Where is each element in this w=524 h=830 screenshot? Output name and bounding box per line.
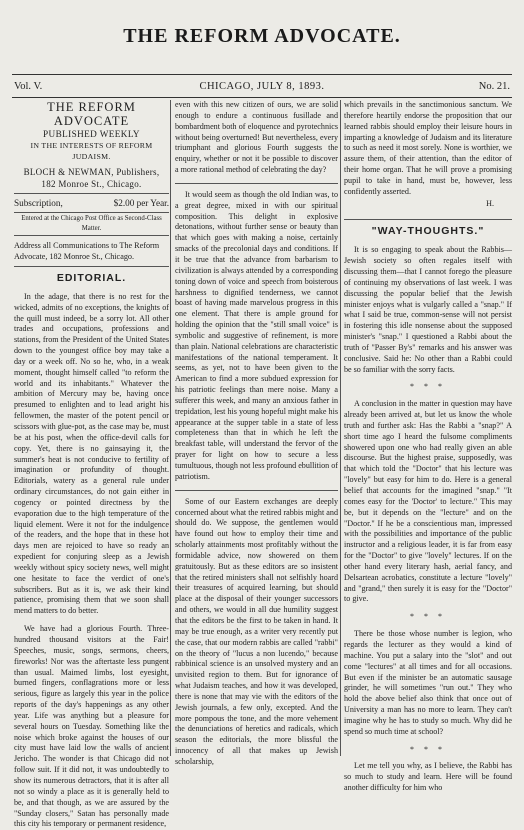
issue-date: CHICAGO, JULY 8, 1893.: [199, 81, 325, 92]
issue-number: No. 21.: [478, 81, 510, 92]
publisher-box: [14, 100, 169, 194]
editorial-paragraph: which prevails in the sanctimonious sanctum. We therefore heartily endorse the proposition that our learned rabbis should employ their leisure hours in imparting a knowledge of Judaism and its literature to such as need it most sorely. None is worthier, we assure them, of their attention, than the editor of their home organ. That he will prove a promising pupil to take in hand, must be, however, less confidently asserted.: [344, 100, 512, 196]
publisher-box-title: THE REFORM ADVOCATE: [47, 100, 136, 128]
section-stars: * * *: [410, 744, 446, 754]
volume: Vol. V.: [14, 81, 43, 92]
dateline: [14, 80, 510, 94]
publishers-name: BLOCH & NEWMAN, Publishers,: [23, 167, 160, 177]
column-divider: [170, 100, 171, 756]
subscription-price: $2.00 per Year.: [113, 198, 169, 208]
column-1: [14, 100, 169, 829]
entered-note: Entered at the Chicago Post Office as Second-Class Matter.: [14, 213, 169, 236]
column-2: [175, 100, 338, 766]
editorial-paragraph: We have had a glorious Fourth. Three-hundred thousand visitors at the Fair! Speeches, music, songs, sermons, cheers, fireworks! Nor was the aftertaste less pungent than usual. Maimed limbs, lost eyesight, burned fingers, conflagrations more or less serious, figure as largely this year in the police reports of the day's happenings as any other year. Life was anything but a pleasure for several hours on Tuesday. Something like the noise which broke against the houses of our city must have laid low the walls of ancient Jericho. The wonder is that Chicago did not follow suit. If it did not, it was undoubtedly to show its numerous detractors, that it is after all not so windy a place as it is generally held to be, and that though, as we are assured by the "Sunday closers," Satan has personally made this city his temporary or permanent residence,: [14, 624, 169, 829]
section-rule: [175, 183, 338, 184]
way-thoughts-paragraph: A conclusion in the matter in question may have already been arrived at, but let us know the whole truth and further ask: Has the Rabbi a "snap?" A short time ago I heard the fulsome compliments showered upon one who had really given an able discourse. But the highest praise, supposedly, was that which told the "Doctor" that his lecture was "lovely" but easy for him to do. Here is a general belief that accounts for the imagined "snap." "It comes easy for the 'Doctor' to lecture." This may be, but it depends on the "lecture" and on the "Doctor." If he be a conscientious man, impressed with the possibilities and importance of the public instructor and a religious leader, it is far from easy for the "Doctor" to give "lovely" lectures. If on the other hand every literary hash, aerial fancy, and Delsartean acrobatics, constitute a lecture "lovely" and "grand," then surely it is easy for the "Doctor" to give.: [344, 399, 512, 604]
section-rule: [175, 490, 338, 491]
masthead-rule-top: [12, 74, 512, 75]
way-thoughts-paragraph: Let me tell you why, as I believe, the Rabbi has so much to study and learn. Here will be found another difficulty for him who: [344, 761, 512, 793]
publication-interests: IN THE INTERESTS OF REFORM JUDAISM.: [30, 141, 153, 161]
column-divider: [340, 100, 341, 756]
section-stars: * * *: [410, 612, 446, 622]
editorial-paragraph: even with this new citizen of ours, we are solid enough to endure a continuous fusillade and bombardment both of eloquence and pyrotechnics without being overturned! But nevertheless, every triumphant and glorious Fourth suggests the enquiry, whether or not it be possible to discover a more rational method of celebrating the day?: [175, 100, 338, 175]
publishers-street: 182 Monroe St., Chicago.: [41, 179, 142, 189]
masthead-title: THE REFORM ADVOCATE.: [123, 25, 401, 47]
masthead-rule-bottom: [12, 97, 512, 98]
editorial-signature: H.: [486, 198, 494, 208]
section-rule: [344, 219, 512, 220]
editorial-heading: EDITORIAL.: [56, 272, 127, 284]
way-thoughts-paragraph: It is so engaging to speak about the Rabbis—Jewish society so often regales itself with discussing them—that I cannot forego the pleasure of continuing my observations of last week. I was discussing the popular belief that the Jewish minister enjoys what is vulgarly called a "snap." If what I said be true, common-sense will not persist in fostering this idle nonsense about the supposed minister's "snap." I questioned a Rabbi about the truth of "Passer By's" remarks and his answer was conclusive. Said he: No other than a Rabbi could be so familiar with the sorry facts.: [344, 245, 512, 374]
subscription-label: Subscription,: [14, 198, 63, 208]
section-stars: * * *: [410, 382, 446, 392]
subscription-line: [14, 194, 169, 213]
address-note: Address all Communications to The Reform Advocate, 182 Monroe St., Chicago.: [14, 236, 169, 267]
column-3: [344, 100, 512, 793]
way-thoughts-paragraph: There be those whose number is legion, who regards the lecturer as they would a kind of machine. You put a salary into the "slot" and out come "lectures" at all times and for all occasions. But even if the minister be an automatic sausage grinder, he will sometimes "run out." They who hold the above belief also think that once out of University a man has no more to learn. They can't imagine why he has to study so much. Why did he spend so much time at school?: [344, 629, 512, 736]
editorial-paragraph: Some of our Eastern exchanges are deeply concerned about what the retired rabbis might and should do. We suppose, the gentlemen would have found out how to employ their time and scholarly attainments most profitably without the formidable advice, now showered on them gratuitously. But as these editors are so insistent that the retired ministers shall not selfishly hoard their treasures of acquired learning, but should place at the disposal of their younger successors and others, we would in all due humility suggest that the editors be the first to be taken in hand. It may be true enough, as a writer very recently put the case, that our modern rabbis are called "rabbi" on the theory of "lucus a non lucendo," because rabbinical science is an unsolved mystery and an unvisited region to them. But for ignorance of what Judaism teaches, and how it was developed, there is none that may vie with the editors of the Jewish journals, a few only, excepted. And the more pompous the tone, and the more vehement the denunciations of heretics and radicals, which season the editorials, the more blissful the innocency of all that makes up Jewish scholarship,: [175, 496, 338, 766]
editorial-paragraph: In the adage, that there is no rest for the wicked, admits of no exceptions, the knights of the quill must indeed, be a sorry lot. All other trades and occupations, professions and stations, from the President of the United States down to the youngest office boy may take a day or a week off. No so he, who, in a weak moment, thought himself called "to reform the world and its inhabitants." Whatever the ambition of Mercury may be, having once presumed to enlighten and to lead aright his fellowmen, the master of the potent pencil or scissors with glue-pot, as the case may be, must be at his post, when the office-devil calls for copy. Yet, there is no gainsaying it, the summer's heat is not conducive to fertility of imagination or profundity of thought. Editorials, watery as a general rule under ordinary circumstances, do not gain either in cogency or pointed directness by the evaporation due to the high temperature of the liquid element. Were it not for the indulgence of the readers, and the hope that in these hot days men are rejoiced to have so ready an expedient for conjuring sleep as a Jewish weekly without spicy society news, well might one hesitate to face the verdict of one's subscribers. But as it is, we ask their kind patience, promising them that we soon shall mend matters to do better.: [14, 291, 169, 616]
publication-frequency: PUBLISHED WEEKLY: [43, 129, 140, 139]
way-thoughts-heading: "WAY-THOUGHTS.": [371, 225, 485, 238]
editorial-paragraph: It would seem as though the old Indian was, to a great degree, mixed in with our spiritual composition. This delight in explosive detonations, without further sense or beauty than that which goes with making a noise, certainly smacks of the precolonial days and conditions. If it be true that the advance from barbarism to civilization is always attended by a corresponding toning down of voice and speech from boisterous harshness to dignified tenderness, we cannot boast of having made marvelous progress in this one element. That there is ample ground for holding the opinion that the "still small voice" is symbolic and suggestive of refinement, is more than plain. National celebrations are characteristic manifestations of the national temperament. It seems, as yet, not to have been given to the American to find a more subdued expression for his patriotic feelings than mere noise. Many a sufferer this week, and many an anxious father in trepidation, lest his young hopeful might make his appearance at the supper table in a state of less completeness than that in which he left the breakfast table, will understand the fervor of the prayer for light on how to secure a less tumultuous, though not less profound ebullition of patriotism.: [175, 189, 338, 481]
